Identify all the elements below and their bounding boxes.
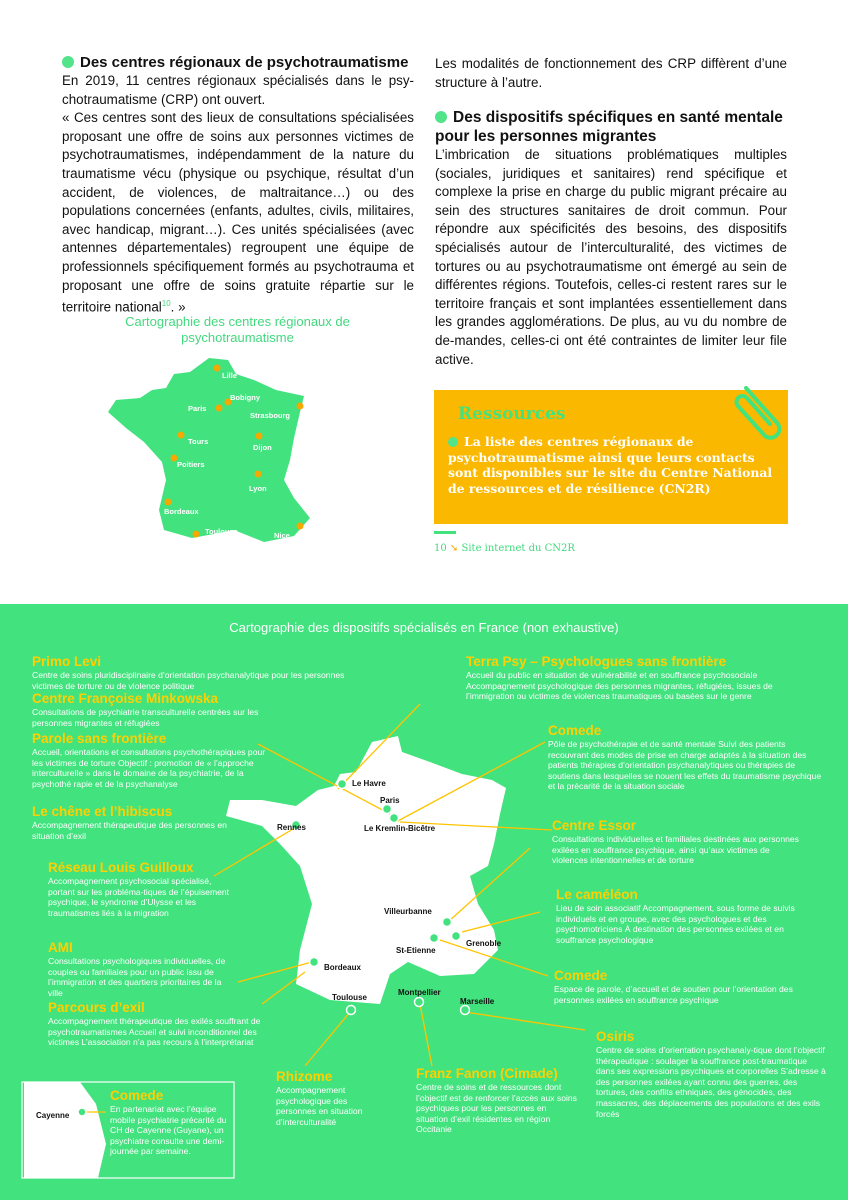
entry-parole-sans-frontiere: [32, 731, 272, 789]
map-dot: [255, 471, 262, 478]
city-label: St-Etienne: [396, 946, 436, 955]
cursor-arrow-icon: ➘: [449, 543, 459, 554]
migrants-paragraph: L’imbrication de situations problématiques multiples (sociales, juridiques et sanitaires) rend spécifique et complexe la prise en charge du public migrant précaire au sein des structures sanitaires de droit commun. Pour répondre aux spécificités des besoins, des dispositifs spécialisés autour de l’interculturalité, des victimes de tortures ou au psychotraumatisme ont émergé au sein de différentes régions. Toutefois, celles-ci restent rares sur le territoire français et sont implantées essentiellement dans les grandes agglomérations. De plus, au vu du nombre de de-mandes, celles-ci ont été contraintes de limiter leur file active.: [435, 147, 787, 367]
map-dot: [193, 531, 200, 538]
city-label: Bordeaux: [164, 507, 199, 516]
entry-desc: Centre de soins d’orientation psychanaly-tique dont l’objectif thérapeutique : soulager la souffrance post-traumatique dans ses expressions psychiques et corporelles S’adresse à des personnes exilées ayant connu des guerres, des tortures, des conflits ethniques, des génocides, des massacres, des déplacements des populations et des exils forcés: [596, 1045, 826, 1119]
entry-desc: En partenariat avec l’équipe mobile psychiatrie précarité du CH de Cayenne (Guyane), un psychiatre consulte une demi-journée par semaine.: [110, 1104, 227, 1157]
crp-map-title: Cartographie des centres régionaux de psychotraumatisme: [125, 314, 350, 345]
crp-paragraph-1: En 2019, 11 centres régionaux spécialisés dans le psy-chotraumatisme (CRP) ont ouvert.: [62, 73, 414, 107]
city-label: Poitiers: [177, 460, 205, 469]
city-label: Montpellier: [398, 988, 441, 997]
dispositifs-map-title: Cartographie des dispositifs spécialisés en France (non exhaustive): [229, 620, 619, 635]
city-label: Marseille: [460, 997, 495, 1006]
france-shape: [108, 358, 310, 542]
city-label: Toulouse: [332, 993, 367, 1002]
map-dot: [216, 405, 223, 412]
entry-desc: Centre de soins et de ressources dont l’objectif est de renforcer l’accès aux soins psychiques pour les personnes en situation d’exil résidentes en région Occitanie: [416, 1082, 577, 1135]
city-label: Toulouse: [205, 527, 238, 536]
entry-osiris: [596, 1029, 828, 1119]
footnote[interactable]: [434, 543, 575, 554]
city-label: Lyon: [249, 484, 267, 493]
city-label: Lille: [222, 371, 238, 380]
crp-map: [104, 350, 314, 550]
entry-title: Franz Fanon (Cimade): [416, 1066, 558, 1081]
map-dot: [256, 433, 263, 440]
footnote-number: 10: [434, 543, 447, 554]
entry-minkowska: [32, 691, 282, 728]
entry-title: Comede: [554, 968, 608, 983]
map-dot: [165, 499, 172, 506]
city-label: Paris: [188, 404, 207, 413]
city-label: Bobigny: [230, 393, 260, 402]
entry-title: Osiris: [596, 1029, 635, 1044]
resources-title: Ressources: [458, 404, 566, 424]
entry-title: Le caméléon: [556, 887, 638, 902]
entry-title: Terra Psy – Psychologues sans frontière: [466, 654, 727, 669]
city-label: Rennes: [277, 823, 306, 832]
entry-title: Parcours d’exil: [48, 1000, 145, 1015]
entry-desc: Accueil, orientations et consultations psychothérapiques pour les victimes de torture Objectif : promotion de « l’approche interculturelle » dans le domaine de la psychiatrie, de la psychothé rapie et de la psychanalyse: [32, 747, 266, 789]
entry-desc: Pôle de psychothérapie et de santé mentale Suivi des patients recouvrant des modes de prise en charge adaptés à la situation des patients thérapies d’orientation psychanalytiques ou thérapies de soutiens dans lesquelles se nouent les effets du traumatisme psychique et la précarité de la situation sociale: [548, 739, 822, 792]
entry-title: Comede: [548, 723, 602, 738]
entry-title: Réseau Louis Guilloux: [48, 860, 194, 875]
footnote-rule: [434, 531, 456, 534]
entry-desc: Accompagnement thérapeutique des personnes en situation d’exil: [32, 820, 227, 841]
city-label: Grenoble: [466, 939, 502, 948]
city-label: Le Kremlin-Bicêtre: [364, 824, 436, 833]
crp-modalities-text: Les modalités de fonctionnement des CRP diffèrent d’une structure à l’autre.: [435, 56, 787, 90]
entry-terra-psy: [466, 654, 818, 702]
entry-franz-fanon: [416, 1066, 580, 1135]
entry-title: Primo Levi: [32, 654, 102, 669]
entry-desc: Lieu de soin associatif Accompagnement, sous forme de suivis individuels et en groupe, avec des psychologues et des psychomotriciens À destination des personnes exilées et en souffrance psychologique: [556, 903, 795, 945]
entry-title: Le chêne et l’hibiscus: [32, 804, 173, 819]
entry-desc: Consultations individuelles et familiales destinées aux personnes exilées en souffrance psychique, ainsi qu’aux victimes de violences intentionnelles et de torture: [552, 834, 799, 866]
city-label: Strasbourg: [250, 411, 291, 420]
entry-primo-levi: [32, 654, 352, 691]
city-label: Dijon: [253, 443, 272, 452]
entry-comede-cayenne: [110, 1088, 230, 1157]
city-label: Paris: [380, 796, 400, 805]
footnote-text[interactable]: Site internet du CN2R: [461, 543, 575, 554]
section-heading-migrants: Des dispositifs spécifiques en santé mentale pour les personnes migrantes: [435, 109, 783, 145]
entry-desc: Accompagnement psychologique des personnes en situation d’interculturalité: [276, 1085, 363, 1127]
city-label: Cayenne: [36, 1111, 70, 1120]
city-label: Bordeaux: [324, 963, 361, 972]
entry-comede-paris: [548, 723, 824, 792]
resources-text: La liste des centres régionaux de psychotraumatisme ainsi que leurs contacts sont disponibles sur le site du Centre National de ressources et de résilience (CN2R): [448, 434, 773, 496]
city-label: Le Havre: [352, 779, 386, 788]
map-dot: [297, 403, 304, 410]
bullet-icon: [435, 111, 447, 123]
entry-comede-grenoble: [554, 968, 816, 1005]
map-dot: [178, 432, 185, 439]
entry-desc: Consultations de psychiatrie transculturelle centrées sur les personnes migrantes et réfugiées: [32, 707, 259, 728]
map-dot: [214, 365, 221, 372]
entry-desc: Centre de soins pluridisciplinaire d’orientation psychanalytique pour les personnes victimes de torture ou de violence politique: [32, 670, 345, 691]
entry-desc: Accompagnement psychosocial spécialisé, portant sur les probléma-tiques de l’épuisement psychique, le syndrome d’Ulysse et les traumatismes liés à la migration: [48, 876, 230, 918]
entry-centre-essor: [552, 818, 802, 866]
city-label: Nice: [274, 531, 290, 540]
entry-louis-guilloux: [48, 860, 238, 918]
entry-cameleon: [556, 887, 818, 945]
entry-title: Parole sans frontière: [32, 731, 167, 746]
entry-desc: Accueil du public en situation de vulnérabilité et en souffrance psychosociale Accompagnement psychologique des personnes migrantes, réfugiées, issues de l’immigration ou victimes de violences traumatiques ou basées sur le genre: [466, 670, 773, 702]
footnote-ref[interactable]: 10: [161, 299, 171, 309]
city-label: Villeurbanne: [384, 907, 432, 916]
crp-paragraph-2: « Ces centres sont des lieux de consultations spécialisées proposant une offre de soins aux personnes victimes de psychotraumatismes, indépendamment de la nature du traumatisme vécu (physique ou psychique, résultat d’un accident, de violences, de maltraitance…) ou des populations concernées (enfants, adultes, civils, militaires, avec handicap, migrant…). Ces unités spécialisées (avec antennes départementales) regroupent une équipe de professionnels spécifiquement formés au psychotrauma et proposant une offre de soins gratuite répartie sur le territoire national$^{10}$. »: [62, 110, 414, 315]
entry-title: Centre Essor: [552, 818, 637, 833]
city-label: Tours: [188, 437, 209, 446]
entry-title: Comede: [110, 1088, 164, 1103]
bullet-icon: [62, 56, 74, 68]
entry-desc: Espace de parole, d’accueil et de soutien pour l’orientation des personnes exilées en souffrance psychique: [554, 984, 793, 1005]
paperclip-icon: [728, 376, 792, 446]
entry-chene-hibiscus: [32, 804, 232, 841]
entry-title: Rhizome: [276, 1069, 333, 1084]
entry-title: Centre Françoise Minkowska: [32, 691, 219, 706]
entry-title: AMI: [48, 940, 73, 955]
crp-text: [62, 72, 414, 317]
section-heading-crp: Des centres régionaux de psychotraumatisme: [62, 53, 422, 72]
entry-desc: Accompagnement thérapeutique des exilés souffrant de psychotraumatismes Accueil et suivi inconditionnel des victimes L’association n’a pas recours à l’interprétariat: [48, 1016, 261, 1048]
entry-rhizome: [276, 1069, 386, 1127]
entry-desc: Consultations psychologiques individuelles, de couples ou familiales pour un public issu de l’immigration et des quartiers prioritaires de la ville: [48, 956, 226, 998]
entry-parcours-exil: [48, 1000, 268, 1048]
bullet-icon: [448, 437, 458, 447]
map-dot: [297, 523, 304, 530]
entry-ami: [48, 940, 238, 998]
